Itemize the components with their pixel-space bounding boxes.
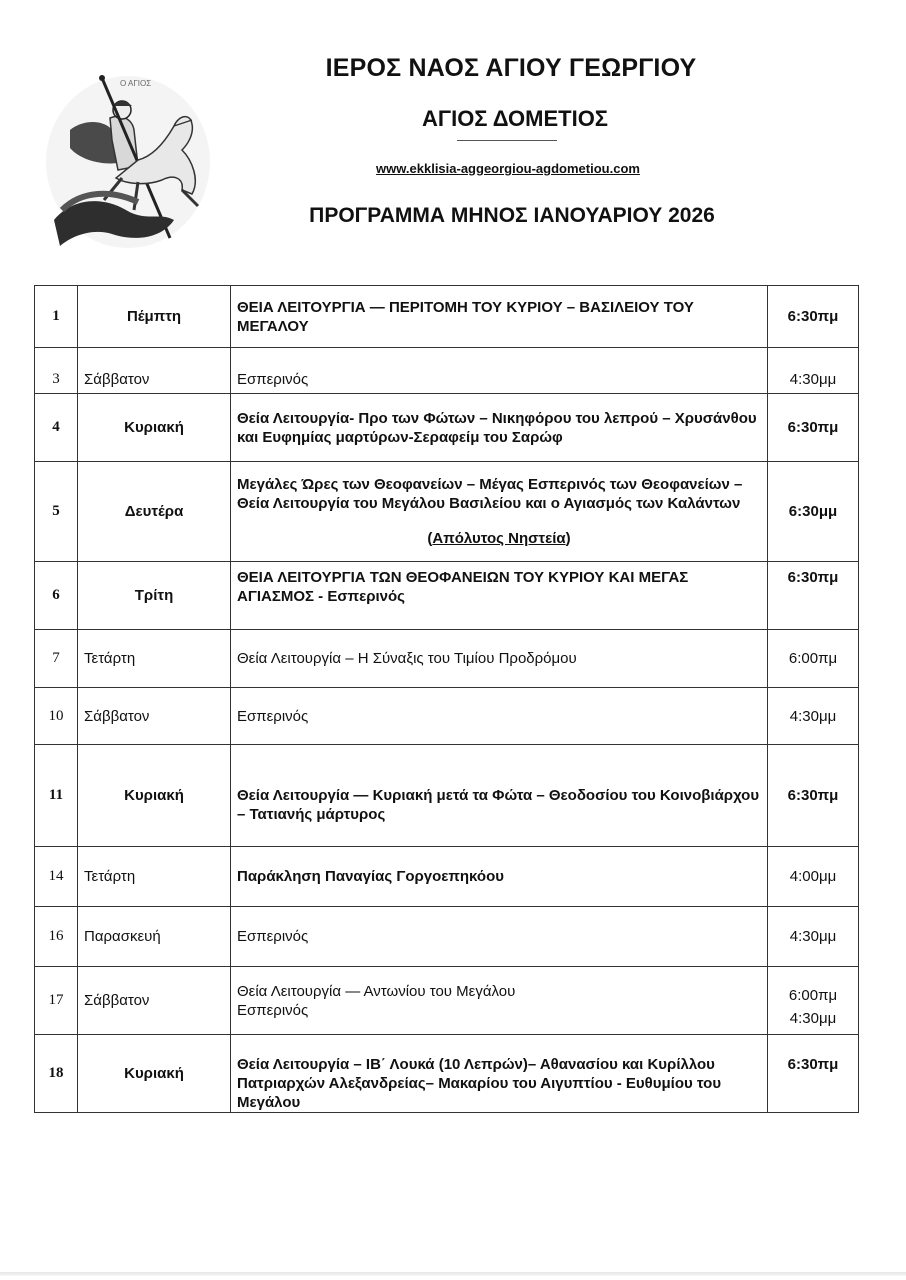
day-number: 1 <box>35 286 78 348</box>
weekday: Τετάρτη <box>78 847 231 907</box>
day-number: 3 <box>35 348 78 394</box>
table-row <box>35 907 859 967</box>
day-number: 6 <box>35 562 78 630</box>
page-edge <box>0 1272 906 1276</box>
day-number: 14 <box>35 847 78 907</box>
service-description: Παράκληση Παναγίας Γοργοεπηκόου <box>231 847 768 907</box>
table-row <box>35 562 859 630</box>
day-number: 5 <box>35 462 78 562</box>
weekday: Σάββατον <box>78 967 231 1035</box>
service-time: 6:30πμ <box>768 1035 859 1113</box>
service-description: Θεία Λειτουργία – ΙΒ΄ Λουκά (10 Λεπρών)– Αθανασίου και Κυρίλλου Πατριαρχών Αλεξανδρείας– Μακαρίου του Αιγυπτίου - Ευθυμίου του Μεγάλου <box>231 1035 768 1113</box>
day-number: 10 <box>35 688 78 745</box>
service-description <box>231 462 768 562</box>
weekday: Πέμπτη <box>78 286 231 348</box>
day-number: 16 <box>35 907 78 967</box>
weekday: Κυριακή <box>78 394 231 462</box>
day-number: 7 <box>35 630 78 688</box>
time-line: 4:30μμ <box>789 1009 837 1027</box>
service-time: 4:30μμ <box>768 688 859 745</box>
service-description: Θεία Λειτουργία – Η Σύναξις του Τιμίου Προδρόμου <box>231 630 768 688</box>
website-link[interactable]: www.ekklisia-aggeorgiou-agdometiou.com <box>376 161 640 176</box>
service-time: 6:30πμ <box>768 394 859 462</box>
service-description: Θεία Λειτουργία- Προ των Φώτων – Νικηφόρου του λεπρού – Χρυσάνθου και Ευφημίας μαρτύρων-Σεραφείμ του Σαρώφ <box>231 394 768 462</box>
service-description: ΘΕΙΑ ΛΕΙΤΟΥΡΓΙΑ — ΠΕΡΙΤΟΜΗ ΤΟΥ ΚΥΡΙΟΥ – ΒΑΣΙΛΕΙΟΥ ΤΟΥ ΜΕΓΑΛΟΥ <box>231 286 768 348</box>
time-line: 6:00πμ <box>788 986 838 1004</box>
weekday: Παρασκευή <box>78 907 231 967</box>
weekday: Τετάρτη <box>78 630 231 688</box>
weekday: Σάββατον <box>78 348 231 394</box>
table-row <box>35 630 859 688</box>
day-number: 11 <box>35 745 78 847</box>
service-text: Μεγάλες Ώρες των Θεοφανείων – Μέγας Εσπερινός των Θεοφανείων – Θεία Λειτουργία του Μεγάλου Βασιλείου και ο Αγιασμός των Καλάντων <box>237 476 743 512</box>
service-time <box>768 967 859 1035</box>
weekday: Τρίτη <box>78 562 231 630</box>
table-row <box>35 688 859 745</box>
table-row <box>35 394 859 462</box>
service-line: Εσπερινός <box>237 1001 309 1019</box>
service-time: 6:30πμ <box>768 286 859 348</box>
fasting-note: (Απόλυτος Νηστεία) <box>427 530 571 547</box>
day-number: 18 <box>35 1035 78 1113</box>
schedule-table <box>34 285 859 1113</box>
service-time: 6:30μμ <box>768 462 859 562</box>
church-name: ΙΕΡΟΣ ΝΑΟΣ ΑΓΙΟΥ ΓΕΩΡΓΙΟΥ <box>325 54 697 82</box>
service-time: 4:00μμ <box>768 847 859 907</box>
weekday: Σάββατον <box>78 688 231 745</box>
program-title: ΠΡΟΓΡΑΜΜΑ ΜΗΝΟΣ ΙΑΝΟΥΑΡΙΟΥ 2026 <box>309 204 715 227</box>
table-row <box>35 967 859 1035</box>
service-time: 4:30μμ <box>768 907 859 967</box>
table-row <box>35 847 859 907</box>
service-time: 6:30πμ <box>768 745 859 847</box>
service-time: 4:30μμ <box>768 348 859 394</box>
service-description: ΘΕΙΑ ΛΕΙΤΟΥΡΓΙΑ ΤΩΝ ΘΕΟΦΑΝΕΙΩΝ ΤΟΥ ΚΥΡΙΟΥ ΚΑΙ ΜΕΓΑΣ ΑΓΙΑΣΜΟΣ - Εσπερινός <box>231 562 768 630</box>
service-line: Θεία Λειτουργία — Αντωνίου του Μεγάλου <box>237 982 516 1000</box>
table-row <box>35 286 859 348</box>
service-description <box>231 967 768 1035</box>
svg-text:Ο ΑΓΙΟΣ: Ο ΑΓΙΟΣ <box>120 79 152 88</box>
service-time: 6:30πμ <box>768 562 859 630</box>
service-description: Εσπερινός <box>231 348 768 394</box>
service-description: Εσπερινός <box>231 907 768 967</box>
table-row <box>35 1035 859 1113</box>
service-description: Θεία Λειτουργία — Κυριακή μετά τα Φώτα – Θεοδοσίου του Κοινοβιάρχου – Τατιανής μάρτυρος <box>231 745 768 847</box>
service-time: 6:00πμ <box>768 630 859 688</box>
service-description: Εσπερινός <box>231 688 768 745</box>
location-title: ΑΓΙΟΣ ΔΟΜΕΤΙΟΣ <box>421 106 609 131</box>
table-row <box>35 745 859 847</box>
weekday: Κυριακή <box>78 1035 231 1113</box>
weekday: Δευτέρα <box>78 462 231 562</box>
title-divider <box>457 140 557 141</box>
day-number: 17 <box>35 967 78 1035</box>
weekday: Κυριακή <box>78 745 231 847</box>
table-row <box>35 462 859 562</box>
saint-george-icon <box>42 70 214 250</box>
table-row <box>35 348 859 394</box>
day-number: 4 <box>35 394 78 462</box>
